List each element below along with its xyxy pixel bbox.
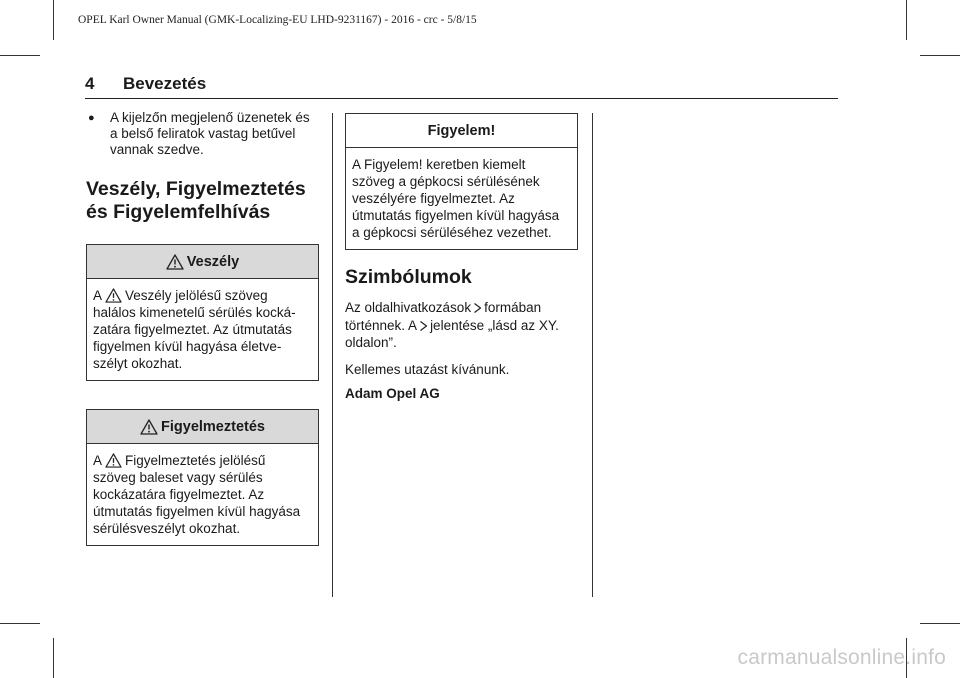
caution-box-body: A Figyelem! keretben kiemelt szöveg a gépkocsi sérülésének veszélyére figyelmeztet. Az útmutatás figyelmen kívül hagyása a gépkocsi sérüléséhez vezethet. (352, 157, 560, 240)
greeting: Kellemes utazást kívánunk. (345, 361, 510, 377)
crop-mark (0, 55, 40, 56)
danger-box-lead: A (93, 288, 102, 303)
warning-box-title: Figyelmeztetés (161, 418, 265, 435)
warning-box-lead: A (93, 453, 102, 468)
danger-box-body (87, 279, 318, 380)
warning-triangle-icon (105, 453, 122, 468)
page-reference-icon (419, 320, 428, 332)
caution-box-header (346, 114, 577, 148)
crop-mark (906, 0, 907, 40)
column-divider (332, 113, 333, 597)
crop-mark (53, 0, 54, 40)
warning-box (86, 409, 319, 546)
bullet-icon: ● (88, 112, 95, 124)
symbols-text: jelentése „lásd az XY. oldalon”. (345, 317, 559, 350)
page-number: 4 (85, 74, 95, 93)
column-left (86, 110, 319, 546)
document-header: OPEL Karl Owner Manual (GMK-Localizing-EU LHD-9231167) - 2016 - crc - 5/8/15 (78, 14, 477, 26)
bullet-item (86, 110, 319, 158)
danger-box-title: Veszély (186, 253, 240, 270)
warning-box-header (87, 410, 318, 444)
caution-box (345, 113, 578, 250)
symbols-paragraph (345, 299, 579, 352)
warning-triangle-icon (140, 419, 158, 435)
crop-mark (920, 623, 960, 624)
section-title: Szimbólumok (345, 266, 472, 288)
warning-box-text: Figyelmeztetés jelölésű szöveg baleset vagy sérülés kockázatára figyelmeztet. Az útmutatás figyelmen kívül hagyása sérülésveszélyt okozhat. (93, 453, 301, 536)
symbols-text: formában történnek. A (345, 300, 542, 333)
crop-mark (920, 55, 960, 56)
page-heading (85, 72, 838, 99)
danger-box-header (87, 245, 318, 279)
chapter-title: Bevezetés (123, 74, 207, 93)
warning-triangle-icon (166, 254, 184, 270)
warning-triangle-icon (105, 288, 122, 303)
column-divider (592, 113, 593, 597)
bullet-text: A kijelzőn megjelenő üzenetek és a belső feliratok vastag betűvel vannak szedve. (110, 110, 310, 157)
caution-box-title: Figyelem! (427, 122, 496, 139)
warning-box-body (87, 444, 318, 545)
crop-mark (0, 623, 40, 624)
watermark: carmanualsonline.info (737, 646, 946, 669)
column-middle (345, 113, 579, 403)
signature: Adam Opel AG (345, 386, 440, 401)
symbols-text: Az oldalhivatkozások (345, 300, 472, 315)
section-title: Veszély, Figyelmeztetés és Figyelemfelhívás (86, 178, 306, 223)
crop-mark (53, 638, 54, 678)
danger-box-text: Veszély jelölésű szöveg halálos kimenetelű sérülés kocká-zatára figyelmeztet. Az útmutatás figyelmen kívül hagyása életve-szélyt okozhat. (93, 288, 296, 371)
page-reference-icon (473, 302, 482, 314)
danger-box (86, 244, 319, 381)
